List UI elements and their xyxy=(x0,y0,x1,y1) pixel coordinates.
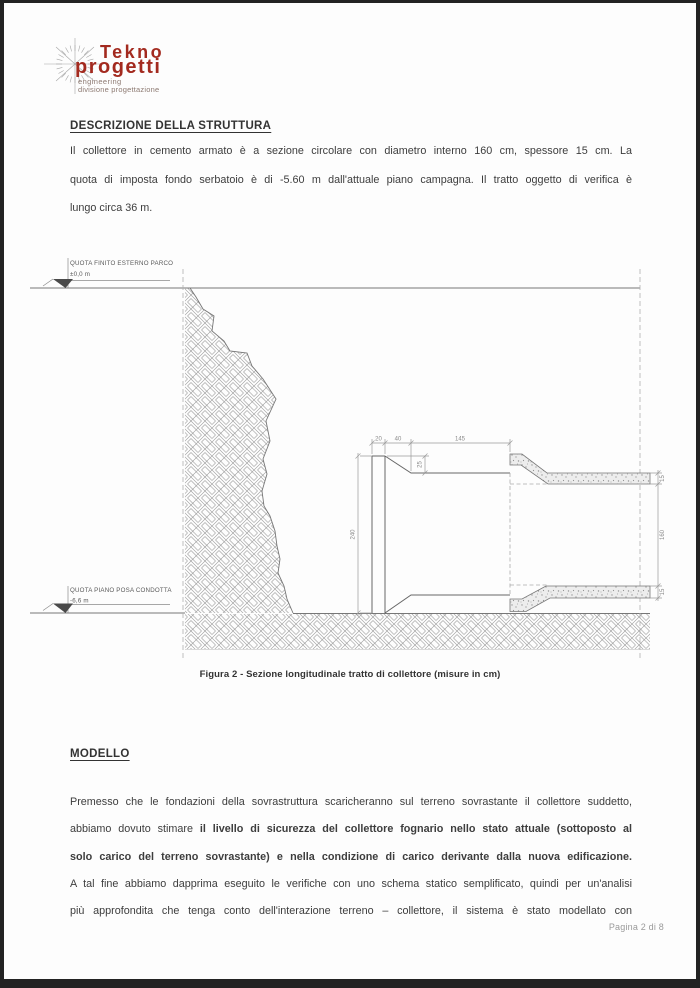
text-line xyxy=(70,898,632,925)
logo-name-bottom: progetti xyxy=(75,56,162,78)
pipe-walls xyxy=(510,454,650,612)
quota-top-value: ±0,0 m xyxy=(70,271,91,278)
logo-subtitle-engineering: engineering xyxy=(78,77,122,86)
quota-bottom-label: QUOTA PIANO POSA CONDOTTA xyxy=(70,587,172,594)
logo-subtitle-divisione: divisione progettazione xyxy=(78,85,160,94)
line-text-bold: solo carico del terreno sovrastante) e nella condizione di carico derivante dalla nuova edificazione. xyxy=(70,850,632,863)
line-text: abbiamo dovuto stimare xyxy=(70,823,200,836)
dim-160: 160 xyxy=(660,529,666,541)
dim-145: 145 xyxy=(454,436,466,443)
dimension-labels xyxy=(351,437,667,596)
level-marker-bottom xyxy=(43,586,172,613)
chamber-outline xyxy=(372,456,510,613)
dim-40: 40 xyxy=(394,436,402,443)
figure-2-drawing xyxy=(30,253,670,665)
text-line xyxy=(70,789,632,816)
dim-15-bottom: 15 xyxy=(660,588,666,596)
text-line xyxy=(70,816,632,843)
quota-top-label: QUOTA FINITO ESTERNO PARCO xyxy=(70,260,174,267)
datum-triangle-icon xyxy=(53,604,73,614)
line-text: lungo circa 36 m. xyxy=(70,202,153,214)
line-text: più approfondita che tenga conto dell'interazione terreno – collettore, il sistema è stato modellato con xyxy=(70,905,632,918)
line-text: quota di imposta fondo serbatoio è di -5.60 m dall'attuale piano campagna. Il tratto oggetto di verifica è xyxy=(70,173,632,186)
datum-triangle-icon xyxy=(53,279,73,288)
descrizione-paragraph xyxy=(70,137,632,223)
text-line xyxy=(70,166,632,195)
document-page xyxy=(4,3,696,979)
line-text: Premesso che le fondazioni della sovrastruttura scaricheranno sul terreno sovrastante il collettore suddetto, xyxy=(70,796,632,808)
dim-20: 20 xyxy=(375,436,382,443)
quota-bottom-value: -6,6 m xyxy=(70,597,89,605)
ground-lines xyxy=(30,288,650,614)
line-text-bold: il livello di sicurezza del collettore fognario nello stato attuale (sottoposto al xyxy=(199,823,632,836)
page-number: Pagina 2 di 8 xyxy=(608,922,664,932)
modello-paragraph xyxy=(70,789,632,925)
text-line xyxy=(70,844,632,871)
hidden-pipe-end xyxy=(510,473,548,595)
text-line xyxy=(70,194,632,223)
section-heading-modello: MODELLO xyxy=(70,748,130,760)
figure-caption: Figura 2 - Sezione longitudinale tratto di collettore (misure in cm) xyxy=(199,669,501,680)
dim-15-top: 15 xyxy=(660,475,666,482)
line-text: A tal fine abbiamo dapprima eseguito le verifiche con uno schema statico semplificato, quindi per un'analisi xyxy=(70,877,632,890)
logo-name-top: Tekno xyxy=(100,42,165,62)
text-line xyxy=(70,871,632,898)
dim-240: 240 xyxy=(350,529,357,540)
line-text: Il collettore in cemento armato è a sezione circolare con diametro interno 160 cm, spessore 15 cm. La xyxy=(70,145,632,157)
dim-25: 25 xyxy=(417,461,424,468)
company-logo xyxy=(42,37,232,99)
text-line xyxy=(70,137,632,166)
level-marker-top xyxy=(43,258,173,288)
section-heading-descrizione: DESCRIZIONE DELLA STRUTTURA xyxy=(70,120,272,132)
